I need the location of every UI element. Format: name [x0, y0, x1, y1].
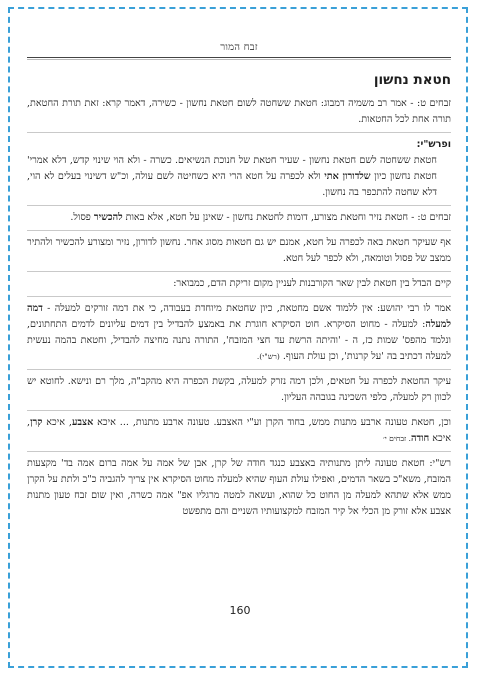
text-run: : למעלה - מחוט הסיקרא. חוט הסיקרא חוגרת את באמצעַ להבדיל בין דמים עליונים לדמים התחתונים, ונלמד מהפס' שמות כז, ה - 'והיתה הרשת עד חצי המזבח', התורה נתנה מחיצה להבדיל, וחטאת בהמה נעשית למעלה דכתיב בה 'על קרנות', וכן עולת העוף.: [27, 319, 451, 362]
page-number: 160: [229, 604, 251, 617]
separator: [27, 271, 451, 272]
section-title: חטאת נחשון: [373, 72, 451, 88]
bold-text: חודה: [410, 433, 430, 444]
separator: [27, 369, 451, 370]
text-run: פסול.: [70, 212, 94, 223]
bold-text: להכשיר: [93, 212, 123, 223]
separator: [27, 451, 451, 452]
paragraph-rabbi-yehoshua: [27, 301, 451, 365]
text-run: , איכא: [27, 417, 451, 444]
paragraph-nazir-metzora: [27, 210, 451, 226]
separator: [27, 132, 451, 133]
header-rule: [27, 57, 451, 60]
bold-text: דמה למעלה: [27, 303, 451, 330]
paragraph-zevachim-9b: זבחים ט: - אמר רב משמיה דמבוג: חטאת ששחטה לשום חטאת נחשון - כשירה, דאמר קרא: זאת תורת החטאת, תורה אחת לכל החטאות.: [27, 98, 451, 125]
rashi-heading: ופרש"י:: [416, 139, 451, 150]
separator: [27, 230, 451, 231]
text-run: , איכא: [42, 417, 72, 428]
text-run: וכן, חטאת טעונה ארבע מתנות ממש, בחוד הקרן וע"י האצבע. טעונה ארבע מתנות, ... איכא: [93, 417, 451, 428]
bold-text: אצבע: [71, 417, 94, 428]
paragraph-rashi-explanation: [27, 153, 451, 201]
bold-text: קרן: [30, 417, 43, 428]
text-run: ולא לכפרה על חטא הרי היא כשחיטה לשם עולה, וכ"ש דשינוי בעלים לא הוי, דלא שחטה להתכפר בה נחשון.: [27, 171, 437, 198]
separator: [27, 296, 451, 297]
paragraph-rashi-finger: רש"י: חטאת טעונה ליתן מתנותיה באצבע כנגד חודה של קרן, אבן של אמה על אמה ברום אמה בד' מקצעות המזבח, משא"כ בשאר הדמים, ואפילו עולת העוף שהיא למעלה מחוט הסיקרא אין צריך להגביה כ"כ ולתת על הקרן ממש אלא שתהא למעלה מן החוט כל שהוא, ועשאה למטה מרגליו אפ" אמה כשרה, ואין שום זבח טעון מתנות אצבע אלא זורק מן הכלי אל קיר המזבח למקצועותיו השניים והם מתפשט: [27, 458, 451, 517]
text-run: אמר לו רבי יהושע: אין ללמוד אשם מחטאת, כיון שחטאת מיוחדת בעבודה, כי את דמה זורקים למעלה -: [42, 303, 451, 314]
text-run: חטאת ששחטה לשם חטאת נחשון - שעיר חטאת של חנוכת הנשיאים. כשרה - ולא הוי שינוי קדש, דלא אמרי' חטאת נחשון כיון: [27, 155, 437, 182]
bold-text: שלדורון אתי: [324, 171, 371, 182]
running-header: זבח המור: [220, 42, 258, 53]
text-run: זבחים ט: - חטאת נזיר וחטאת מצורע, דומות לחטאת נחשון - שאינן על חטא, אלא באות: [122, 212, 451, 223]
separator: [27, 410, 451, 411]
paragraph-blood-location: קיים הבדל בין חטאת לבין שאר הקורבנות לעניין מקום זריקת הדם, כמבואר:: [173, 278, 451, 289]
paragraph-atonement-upward: עיקר החטאת לכפרה על חטאים, ולכן דמה נזרק למעלה, בקשת הכפרה היא מהקב"ה, מלך רם ונישא. לחוטא יש לכוון רק למעלה, כלפי השכינה בגובהה העליון.: [27, 376, 451, 403]
page-content: [27, 36, 451, 676]
separator: [27, 205, 451, 206]
source-reference: (רש"י).: [256, 352, 280, 361]
paragraph-chatat-types: אף שעיקר חטאת באה לכפרה על חטא, אמנם יש גם חטאות מסוג אחר. נחשון לדורון, נזיר ומצורע להכשיר ולהתיר ממצב של פסול וטומאה, ולא לכפר לעל חטא.: [27, 237, 451, 264]
source-reference: . זבחים י׳: [382, 434, 411, 443]
paragraph-four-applications: [27, 415, 451, 447]
